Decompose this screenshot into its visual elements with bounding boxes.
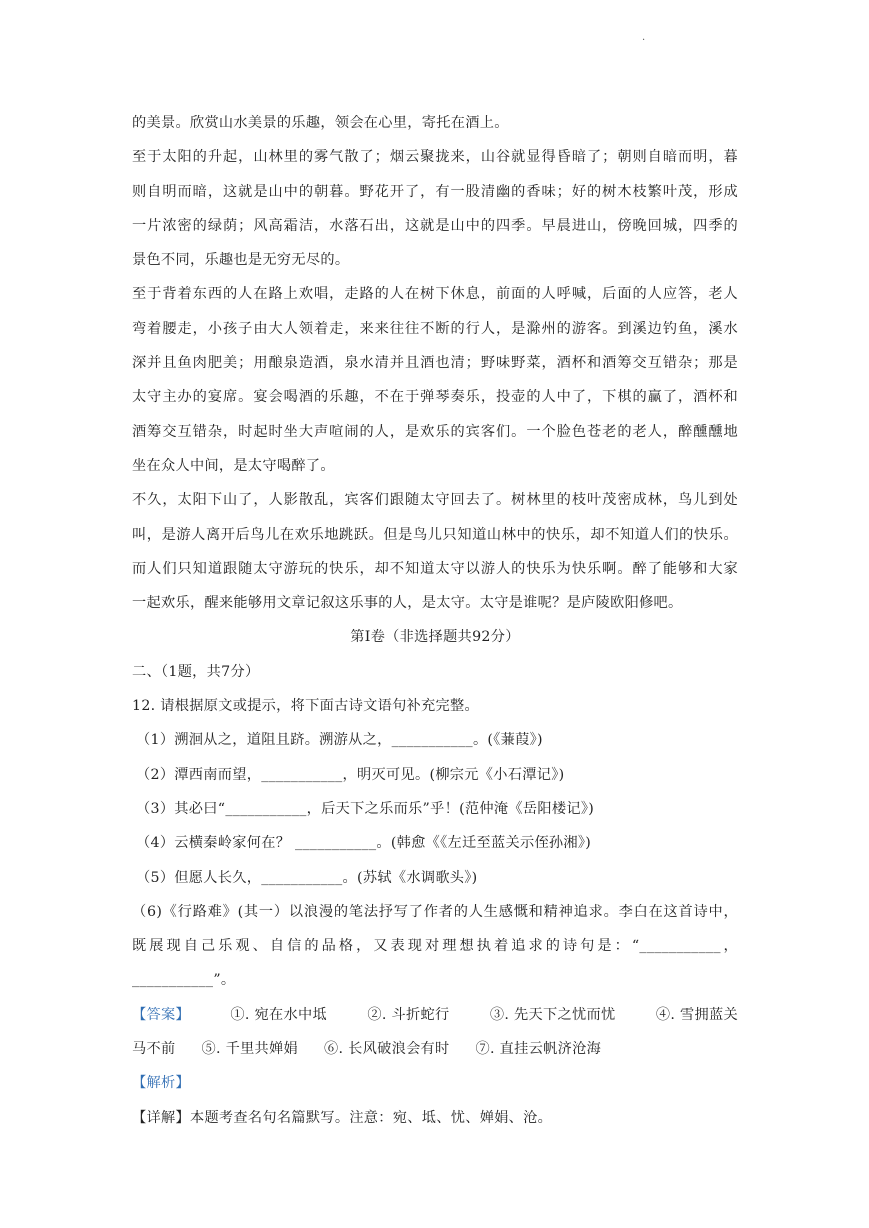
answer-label: 【答案】 — [132, 1006, 190, 1023]
answer-row — [132, 1032, 738, 1066]
question-item: （4）云横秦岭家何在？ ___________。(韩愈《《左迁至蓝关示侄孙湘》) — [136, 835, 592, 852]
answer-block — [132, 998, 738, 1067]
paragraph-line: 太守主办的宴席。宴会喝酒的乐趣，不在于弹琴奏乐，投壶的人中了，下棋的赢了，酒杯和 — [132, 389, 738, 406]
answer-row — [132, 998, 738, 1032]
section-title: 第Ⅰ卷（非选择题共92分） — [350, 629, 520, 646]
question-item: （2）潭西南而望，___________，明灭可见。(柳宗元《小石潭记》) — [136, 766, 565, 783]
question-item: （5）但愿人长久，___________。(苏轼《水调歌头》) — [136, 869, 478, 886]
paragraph-2 — [132, 140, 738, 277]
paragraph-line: 至于背着东西的人在路上欢唱，走路的人在树下休息，前面的人呼喊，后面的人应答，老人 — [132, 286, 738, 303]
paragraph-line: 酒筹交互错杂，时起时坐大声喧闹的人，是欢乐的宾客们。一个脸色苍老的老人，醉醺醺地 — [132, 423, 738, 440]
answer-item: ③. 先天下之忧而忧 — [489, 1006, 616, 1023]
answer-item: ②. 斗折蛇行 — [367, 1006, 450, 1023]
question-item-6-line: （6)《行路难》(其一）以浪漫的笔法抒写了作者的人生感慨和精神追求。李白在这首诗中， — [132, 903, 738, 920]
paragraph-line: 一片浓密的绿荫；风高霜洁，水落石出，这就是山中的四季。早晨进山，傍晚回城，四季的 — [132, 217, 738, 234]
analysis-detail: 【详解】本题考查名句名篇默写。注意：宛、坻、忧、婵娟、沧。 — [132, 1109, 553, 1126]
answer-item: ⑦. 直挂云帆济沧海 — [475, 1041, 602, 1058]
paragraph-line: 至于太阳的升起，山林里的雾气散了；烟云聚拢来，山谷就显得昏暗了；朝则自暗而明，暮 — [132, 149, 738, 166]
paragraph-line: 不久，太阳下山了，人影散乱，宾客们跟随太守回去了。树林里的枝叶茂密成林，鸟儿到处 — [132, 492, 738, 509]
answer-item: ⑤. 千里共婵娟 — [201, 1041, 299, 1058]
paragraph-line: 叫，是游人离开后鸟儿在欢乐地跳跃。但是鸟儿只知道山林中的快乐，却不知道人们的快乐。 — [132, 526, 738, 543]
answer-item: ④. 雪拥蓝关 — [655, 1006, 738, 1023]
question-stem: 12. 请根据原文或提示，将下面古诗文语句补充完整。 — [132, 698, 479, 715]
paragraph-line: 一起欢乐，醒来能够用文章记叙这乐事的人，是太守。太守是谁呢？是庐陵欧阳修吧。 — [132, 595, 683, 612]
question-item-6-line: 既展现自己乐观、自信的品格，又表现对理想执着追求的诗句是：“___________， — [132, 938, 738, 955]
header-dot: . — [642, 32, 646, 43]
paragraph-line: 而人们只知道跟随太守游玩的快乐，却不知道太守以游人的快乐为快乐啊。醉了能够和大家 — [132, 560, 738, 577]
paragraph-1-line: 的美景。欣赏山水美景的乐趣，领会在心里，寄托在酒上。 — [132, 115, 509, 131]
paragraph-line: 深并且鱼肉肥美；用酿泉造酒，泉水清并且酒也清；野味野菜，酒杯和酒筹交互错杂；那是 — [132, 355, 738, 372]
paragraph-line: 则自明而暗，这就是山中的朝暮。野花开了，有一股清幽的香味；好的树木枝繁叶茂，形成 — [132, 183, 738, 200]
document-body — [132, 106, 738, 1135]
question-item: （3）其必曰“___________，后天下之乐而乐”乎！(范仲淹《岳阳楼记》) — [136, 800, 595, 817]
paragraph-line: 坐在众人中间，是太守喝醉了。 — [132, 457, 335, 474]
answer-item: 马不前 — [132, 1041, 176, 1058]
question-item: （1）溯洄从之，道阻且跻。溯游从之，___________。(《蒹葭》) — [136, 732, 543, 749]
section-subtitle: 二、（1题，共7分） — [132, 663, 260, 680]
paragraph-line: 景色不同，乐趣也是无穷无尽的。 — [132, 252, 350, 269]
question-12 — [132, 689, 738, 998]
answer-item: ①. 宛在水中坻 — [230, 1006, 327, 1023]
analysis-label: 【解析】 — [132, 1075, 190, 1092]
paragraph-3 — [132, 277, 738, 483]
paragraph-line: 弯着腰走，小孩子由大人领着走，来来往往不断的行人，是滁州的游客。到溪边钓鱼，溪水 — [132, 320, 738, 337]
paragraph-4 — [132, 483, 738, 620]
answer-item: ⑥. 长风破浪会有时 — [324, 1041, 450, 1058]
question-item-6-line: ___________”。 — [132, 972, 236, 989]
